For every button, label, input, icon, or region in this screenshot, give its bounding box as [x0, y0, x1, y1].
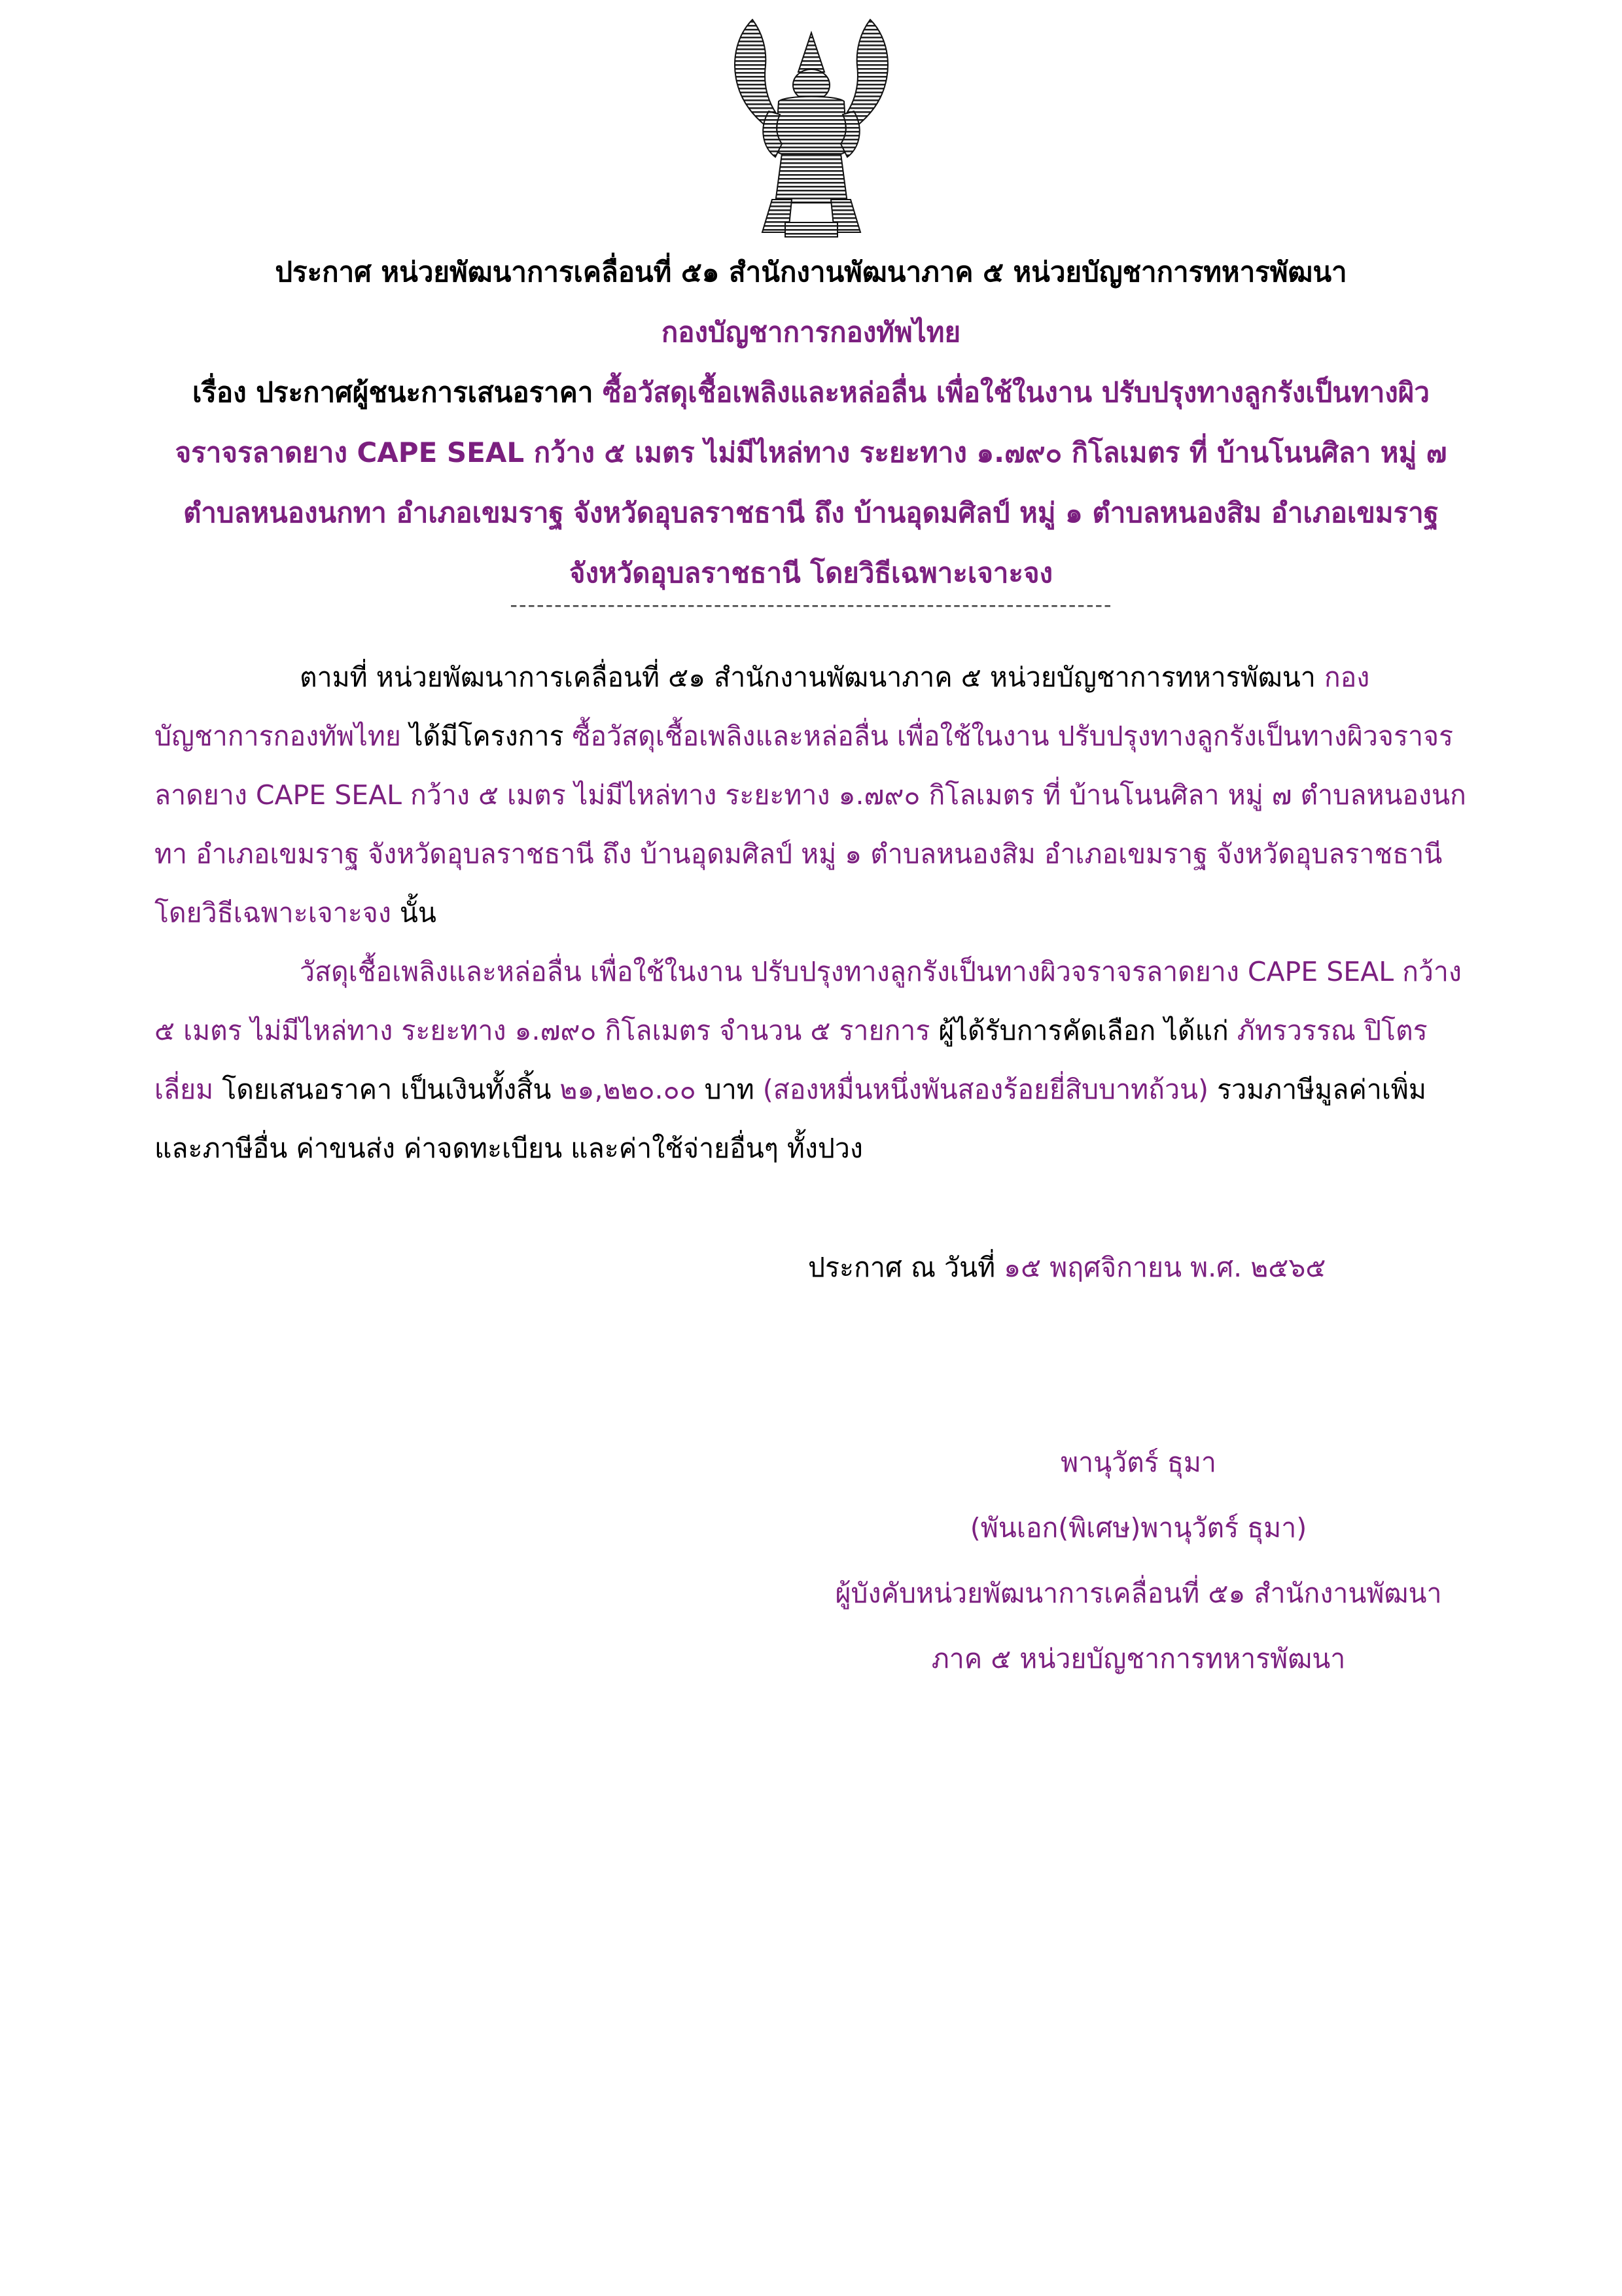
- subject-line-2: จราจรลาดยาง CAPE SEAL กว้าง ๕ เมตร ไม่มีไหล่ทาง ระยะทาง ๑.๗๙๐ กิโลเมตร ที่ บ้านโนนศิลา หมู่ ๗: [175, 436, 1447, 468]
- p2-winner-name: ภัทรวรรณ ปิโตรเลี่ยม: [154, 1015, 1428, 1105]
- p1-text-c: ได้มีโครงการ: [400, 720, 573, 752]
- paragraph-2: [154, 942, 1470, 1178]
- p1-text-b: กองบัญชาการกองทัพไทย: [154, 662, 1370, 752]
- garuda-emblem-icon: [707, 13, 916, 242]
- subject-text-1: ซื้อวัสดุเชื้อเพลิงและหล่อลื่น เพื่อใช้ในงาน ปรับปรุงทางลูกรังเป็นทางผิว: [603, 376, 1430, 408]
- divider-line: --------------------------------------------------------------------: [510, 592, 1113, 617]
- p2-item-desc: วัสดุเชื้อเพลิงและหล่อลื่น เพื่อใช้ในงาน ปรับปรุงทางลูกรังเป็นทางผิวจราจรลาดยาง CAPE SEAL กว้าง ๕ เมตร ไม่มีไหล่ทาง ระยะทาง ๑.๗๙๐ กิโลเมตร จำนวน ๕ รายการ: [154, 956, 1462, 1046]
- p1-project-name: ซื้อวัสดุเชื้อเพลิงและหล่อลื่น เพื่อใช้ในงาน ปรับปรุงทางลูกรังเป็นทางผิวจราจรลาดยาง CAPE SEAL กว้าง ๕ เมตร ไม่มีไหล่ทาง ระยะทาง ๑.๗๙๐ กิโลเมตร ที่ บ้านโนนศิลา หมู่ ๗ ตำบลหนองนกทา อำเภอเขมราฐ จังหวัดอุบลราชธานี ถึง บ้านอุดมศิลป์ หมู่ ๑ ตำบลหนองสิม อำเภอเขมราฐ จังหวัดอุบลราชธานี โดยวิธีเฉพาะเจาะจง: [154, 720, 1466, 928]
- p1-text-a: ตามที่ หน่วยพัฒนาการเคลื่อนที่ ๕๑ สำนักงานพัฒนาภาค ๕ หน่วยบัญชาการทหารพัฒนา: [300, 662, 1324, 693]
- title-line-2: กองบัญชาการกองทัพไทย: [661, 316, 961, 348]
- signer-rank-name: (พันเอก(พิเศษ)พานุวัตร์ ธุมา): [970, 1512, 1307, 1544]
- p2-text-b: ผู้ได้รับการคัดเลือก ได้แก่: [930, 1015, 1237, 1046]
- announcement-title: [131, 242, 1491, 603]
- p2-amount: ๒๑,๒๒๐.๐๐: [559, 1074, 696, 1105]
- date-label: ประกาศ ณ วันที่: [808, 1252, 1004, 1283]
- subject-line-4: จังหวัดอุบลราชธานี โดยวิธีเฉพาะเจาะจง: [569, 557, 1053, 589]
- announcement-date: [808, 1246, 1326, 1289]
- date-value: ๑๕ พฤศจิกายน พ.ศ. ๒๕๖๕: [1004, 1252, 1326, 1283]
- title-line-1: ประกาศ หน่วยพัฒนาการเคลื่อนที่ ๕๑ สำนักงานพัฒนาภาค ๕ หน่วยบัญชาการทหารพัฒนา: [275, 256, 1347, 288]
- subject-prefix: เรื่อง ประกาศผู้ชนะการเสนอราคา: [192, 376, 593, 408]
- paragraph-1: [154, 648, 1470, 942]
- signer-position-1: ผู้บังคับหน่วยพัฒนาการเคลื่อนที่ ๕๑ สำนักงานพัฒนา: [835, 1578, 1442, 1609]
- p2-amount-words: (สองหมื่นหนึ่งพันสองร้อยยี่สิบบาทถ้วน): [762, 1074, 1209, 1105]
- announcement-body: [154, 648, 1470, 1178]
- subject-line-1: [131, 362, 1491, 423]
- signer-position-2: ภาค ๕ หน่วยบัญชาการทหารพัฒนา: [931, 1643, 1346, 1674]
- subject-line-3: ตำบลหนองนกทา อำเภอเขมราฐ จังหวัดอุบลราชธานี ถึง บ้านอุดมศิลป์ หมู่ ๑ ตำบลหนองสิม อำเภอเขมราฐ: [183, 497, 1439, 529]
- p1-text-e: นั้น: [391, 897, 436, 928]
- p2-text-f: บาท: [696, 1074, 763, 1105]
- p2-text-d: โดยเสนอราคา เป็นเงินทั้งสิ้น: [213, 1074, 560, 1105]
- p2-text-h: รวมภาษีมูลค่าเพิ่มและภาษีอื่น ค่าขนส่ง ค่าจดทะเบียน และค่าใช้จ่ายอื่นๆ ทั้งปวง: [154, 1074, 1426, 1164]
- signer-name: พานุวัตร์ ธุมา: [1061, 1447, 1216, 1478]
- signature-block: [811, 1430, 1466, 1691]
